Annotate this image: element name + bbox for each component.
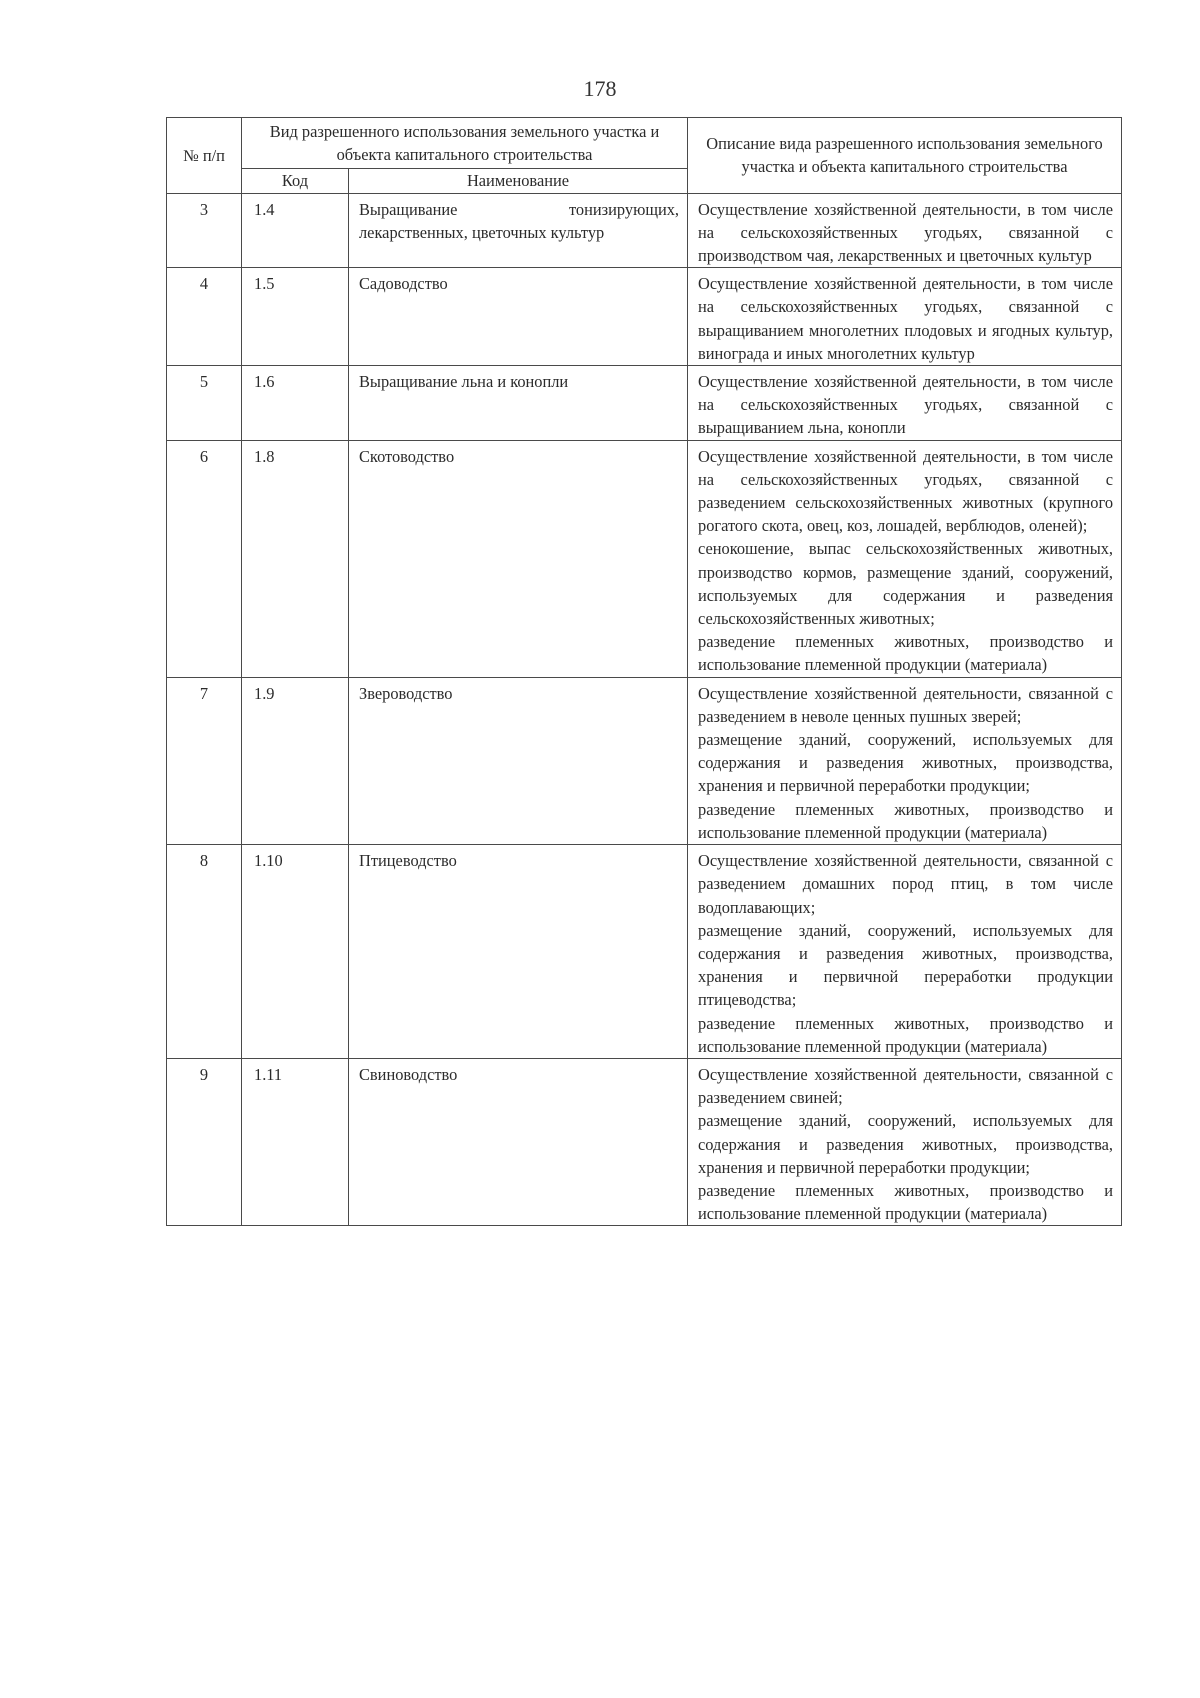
name-cell: Скотоводство xyxy=(349,440,688,677)
header-use-type: Вид разрешенного использования земельного участка и объекта капитального строительства xyxy=(242,118,688,169)
name-cell: Выращивание тонизирующих, лекарственных, цветочных культур xyxy=(349,193,688,268)
code-cell: 1.4 xyxy=(242,193,349,268)
description-cell xyxy=(688,366,1122,441)
header-row xyxy=(167,118,1122,169)
description-cell xyxy=(688,1058,1122,1225)
description-cell xyxy=(688,677,1122,844)
code-cell: 1.6 xyxy=(242,366,349,441)
row-number-cell: 6 xyxy=(167,440,242,677)
header-code: Код xyxy=(242,169,349,193)
row-number-cell: 9 xyxy=(167,1058,242,1225)
header-name: Наименование xyxy=(349,169,688,193)
description-paragraph: размещение зданий, сооружений, используемых для содержания и разведения животных, производства, хранения и первичной переработки продукции; xyxy=(698,1111,1114,1177)
table-row xyxy=(167,677,1122,844)
description-paragraph: Осуществление хозяйственной деятельности, в том числе на сельскохозяйственных угодьях, связанной с выращиванием льна, конопли xyxy=(698,372,1114,438)
code-cell: 1.10 xyxy=(242,845,349,1059)
name-cell: Выращивание льна и конопли xyxy=(349,366,688,441)
code-cell: 1.9 xyxy=(242,677,349,844)
name-cell: Звероводство xyxy=(349,677,688,844)
header-description: Описание вида разрешенного использования земельного участка и объекта капитального строительства xyxy=(688,118,1122,194)
table-row xyxy=(167,366,1122,441)
description-paragraph: разведение племенных животных, производство и использование племенной продукции (материала) xyxy=(698,1013,1114,1056)
code-cell: 1.11 xyxy=(242,1058,349,1225)
row-number-cell: 7 xyxy=(167,677,242,844)
description-cell xyxy=(688,193,1122,268)
row-number-cell: 8 xyxy=(167,845,242,1059)
name-cell: Птицеводство xyxy=(349,845,688,1059)
name-cell: Свиноводство xyxy=(349,1058,688,1225)
header-num: № п/п xyxy=(167,118,242,194)
row-number-cell: 4 xyxy=(167,268,242,366)
description-paragraph: разведение племенных животных, производство и использование племенной продукции (материала) xyxy=(698,799,1114,842)
description-paragraph: разведение племенных животных, производство и использование племенной продукции (материала) xyxy=(698,632,1114,675)
name-cell: Садоводство xyxy=(349,268,688,366)
description-paragraph: Осуществление хозяйственной деятельности, связанной с разведением в неволе ценных пушных зверей; xyxy=(698,683,1114,726)
land-use-table xyxy=(166,117,1122,1226)
description-paragraph: Осуществление хозяйственной деятельности, связанной с разведением свиней; xyxy=(698,1064,1114,1108)
description-paragraph: размещение зданий, сооружений, используемых для содержания и разведения животных, производства, хранения и первичной переработки продукции; xyxy=(698,730,1114,796)
description-cell xyxy=(688,440,1122,677)
description-paragraph: Осуществление хозяйственной деятельности, в том числе на сельскохозяйственных угодьях, связанной с производством чая, лекарственных и цветочных культур xyxy=(698,199,1114,266)
table-row xyxy=(167,268,1122,366)
description-paragraph: Осуществление хозяйственной деятельности, в том числе на сельскохозяйственных угодьях, связанной с выращиванием многолетних плодовых и ягодных культур, винограда и иных многолетних культур xyxy=(698,274,1114,363)
description-paragraph: сенокошение, выпас сельскохозяйственных животных, производство кормов, размещение зданий, сооружений, используемых для содержания и разведения сельскохозяйственных животных; xyxy=(698,539,1114,629)
code-cell: 1.8 xyxy=(242,440,349,677)
page-number: 178 xyxy=(583,76,617,101)
description-paragraph: разведение племенных животных, производство и использование племенной продукции (материала) xyxy=(698,1180,1114,1224)
row-number-cell: 5 xyxy=(167,366,242,441)
table-row xyxy=(167,193,1122,268)
description-paragraph: Осуществление хозяйственной деятельности, в том числе на сельскохозяйственных угодьях, связанной с разведением сельскохозяйственных животных (крупного рогатого скота, овец, коз, лошадей, верблюдов, оленей); xyxy=(698,446,1114,536)
table-row xyxy=(167,1058,1122,1225)
table-body xyxy=(167,193,1122,1226)
code-cell: 1.5 xyxy=(242,268,349,366)
row-number-cell: 3 xyxy=(167,193,242,268)
table-row xyxy=(167,440,1122,677)
description-paragraph: Осуществление хозяйственной деятельности, связанной с разведением домашних пород птиц, в том числе водоплавающих; xyxy=(698,851,1114,917)
description-paragraph: размещение зданий, сооружений, используемых для содержания и разведения животных, производства, хранения и первичной переработки продукции птицеводства; xyxy=(698,920,1114,1010)
description-cell xyxy=(688,845,1122,1059)
description-cell xyxy=(688,268,1122,366)
table-row xyxy=(167,845,1122,1059)
